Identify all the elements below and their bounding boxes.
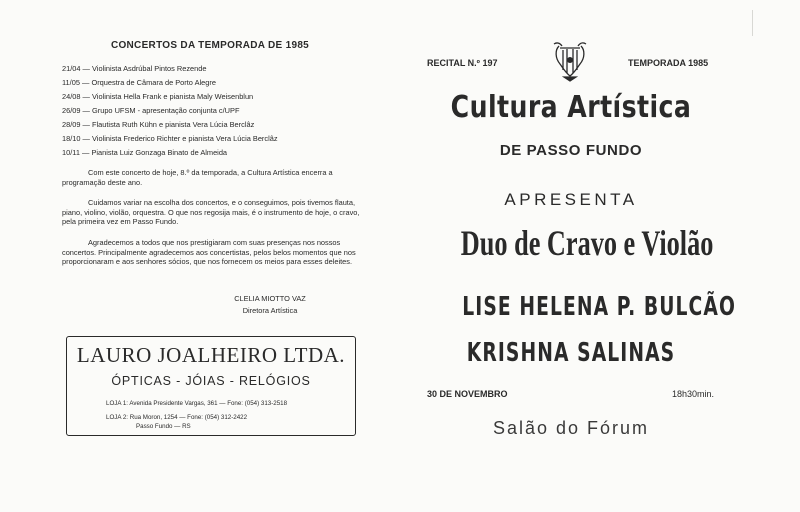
season-label: TEMPORADA 1985 [628, 58, 709, 68]
list-item: 24/08 — Violinista Hella Frank e pianista Maly Weisenblun [62, 92, 254, 101]
list-item: 26/09 — Grupo UFSM - apresentação conjunta c/UPF [62, 106, 240, 115]
ad-store-2: LOJA 2: Rua Moron, 1254 — Fone: (054) 312-2422 [106, 414, 248, 421]
list-item: 11/05 — Orquestra de Câmara de Porto Alegre [62, 78, 216, 87]
concert-list [62, 62, 402, 160]
page-fold-mark [752, 10, 753, 36]
presents-label: APRESENTA [504, 190, 638, 209]
event-venue: Salão do Fórum [492, 418, 650, 438]
lyre-emblem-icon [551, 40, 589, 82]
ad-store-1: LOJA 1: Avenida Presidente Vargas, 361 — Fone: (054) 313-2518 [106, 400, 288, 407]
paragraph-variety: Cuidamos variar na escolha dos concertos, e o conseguimos, pois tivemos flauta, piano, violino, violão, orquestra. O que nos regosija mais, é o instrumento de hoje, o cravo, pela primeira vez em Passo Fundo. [62, 198, 360, 227]
season-title: CONCERTOS DA TEMPORADA DE 1985 [110, 40, 310, 51]
signature-name: CLELIA MIOTTO VAZ [234, 294, 306, 303]
list-item: 28/09 — Flautista Ruth Kühn e pianista Vera Lúcia Berclâz [62, 120, 255, 129]
artist-1: LISE HELENA P. BULCÃO [462, 292, 736, 322]
paragraph-thanks: Agradecemos a todos que nos prestigiaram com suas presenças nos nossos concertos. Principalmente agradecemos aos concertistas, pelos belos momentos que nos proporcionaram e aos senhores sócios, que nos fornecem os meios para esses deleites. [62, 238, 356, 267]
list-item: 10/11 — Pianista Luiz Gonzaga Binato de Almeida [62, 148, 228, 157]
paragraph-closing: Com este concerto de hoje, 8.º da temporada, a Cultura Artística encerra a programação deste ano. [62, 168, 333, 187]
main-title: Cultura Artística [450, 90, 692, 125]
ad-subtitle: ÓPTICAS - JÓIAS - RELÓGIOS [111, 374, 311, 388]
event-date: 30 DE NOVEMBRO [427, 389, 508, 399]
artist-2: KRISHNA SALINAS [466, 338, 676, 368]
signature-role: Diretora Artística [242, 306, 298, 315]
ad-title: LAURO JOALHEIRO LTDA. [76, 343, 346, 367]
recital-number: RECITAL N.º 197 [427, 58, 498, 68]
event-time: 18h30min. [672, 389, 715, 399]
ad-city: Passo Fundo — RS [136, 423, 191, 430]
list-item: 18/10 — Violinista Frederico Richter e pianista Vera Lúcia Berclâz [62, 134, 278, 143]
main-subtitle: DE PASSO FUNDO [499, 142, 643, 159]
list-item: 21/04 — Violinista Asdrúbal Pintos Rezende [62, 64, 207, 73]
event-title: Duo de Cravo e Violão [460, 223, 714, 263]
